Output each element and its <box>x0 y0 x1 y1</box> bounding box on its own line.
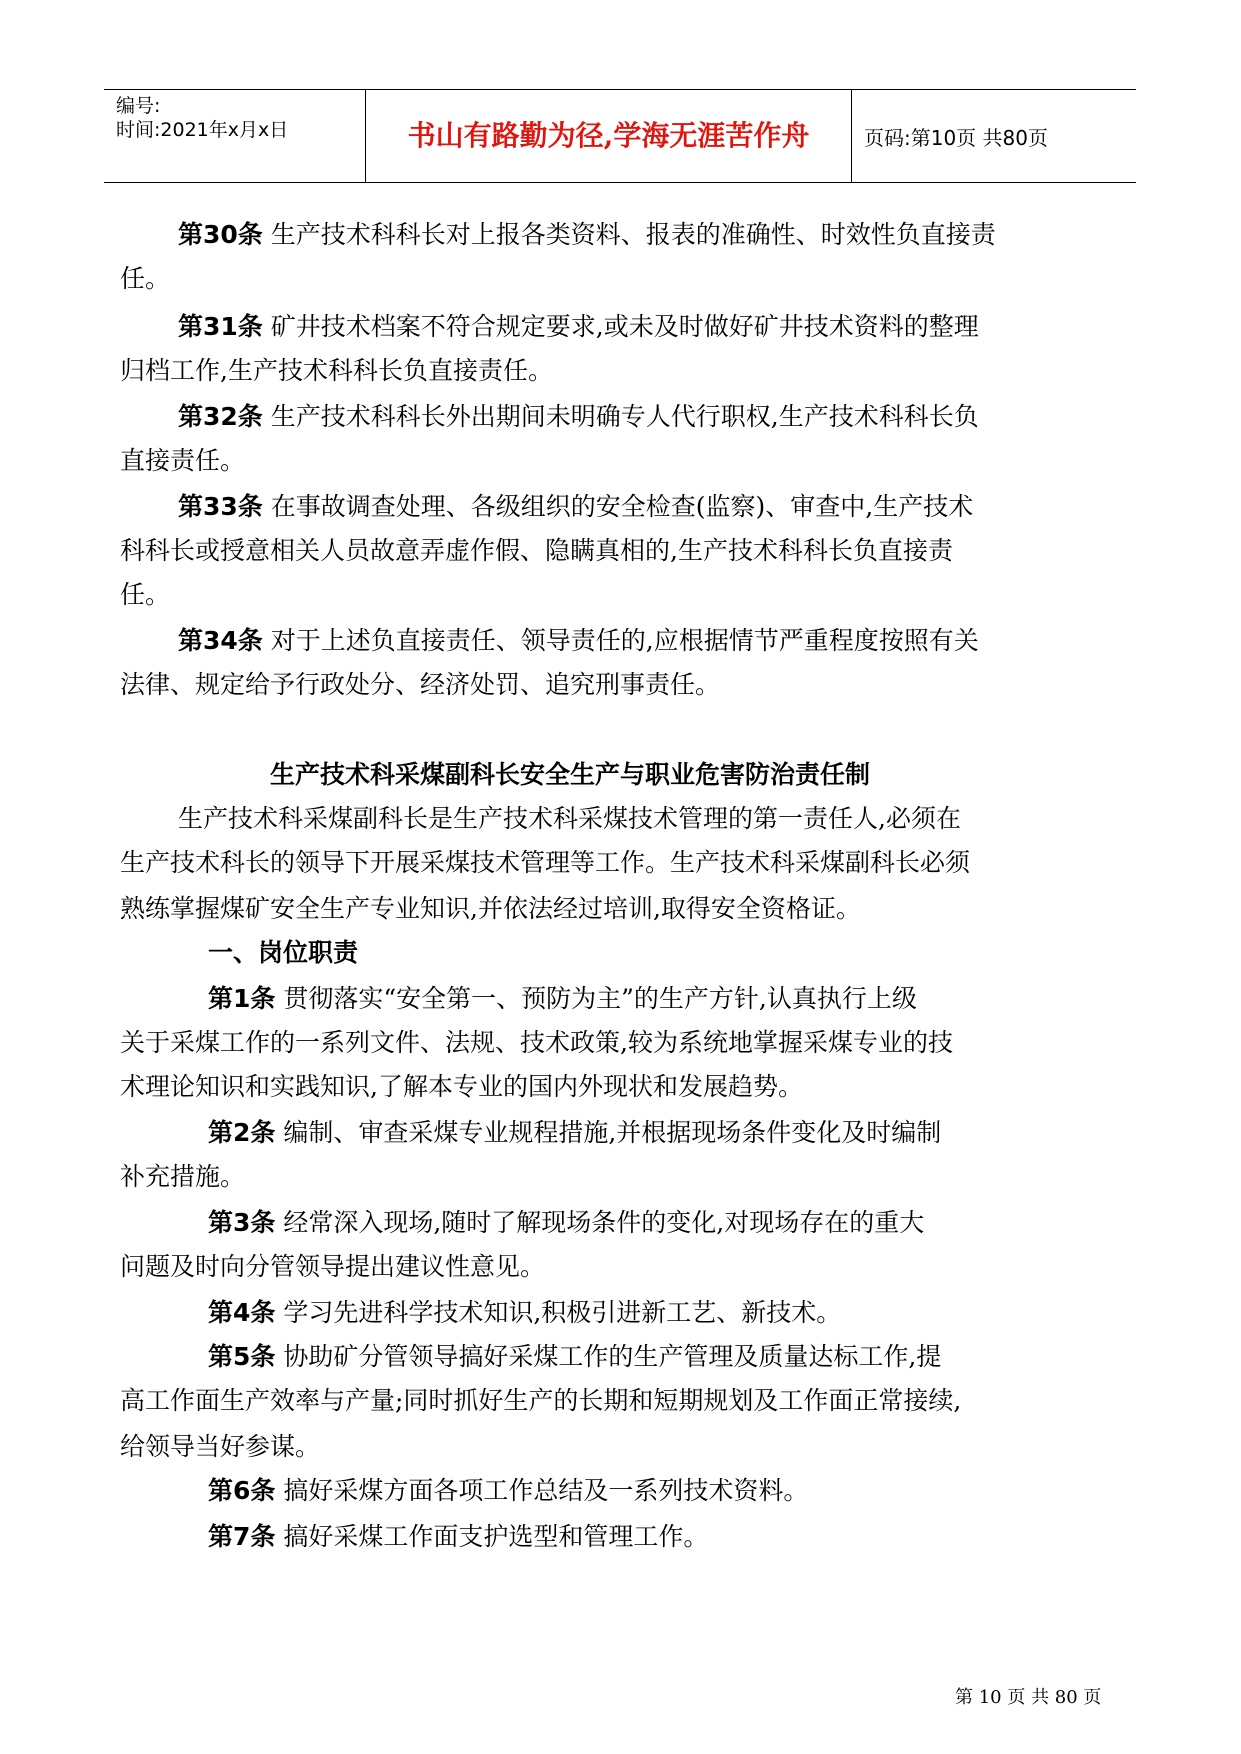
text-line <box>120 1154 245 1200</box>
header-page-cell <box>852 90 1136 182</box>
text-line <box>208 1334 941 1380</box>
text-line <box>208 1110 941 1156</box>
text-line <box>120 256 170 302</box>
text-line <box>120 840 970 886</box>
article-text: 归档工作,生产技术科科长负直接责任。 <box>120 356 553 385</box>
article-text: 搞好采煤工作面支护选型和管理工作。 <box>275 1522 709 1551</box>
text-line <box>178 304 979 350</box>
article-text: 生产技术科科长外出期间未明确专人代行职权,生产技术科科长负 <box>262 402 979 431</box>
article-number: 第2条 <box>208 1118 276 1147</box>
text-line <box>120 1020 953 1066</box>
article-number: 第5条 <box>208 1342 276 1371</box>
text-line <box>120 438 245 484</box>
article-text: 贯彻落实“安全第一、预防为主”的生产方针,认真执行上级 <box>275 984 917 1013</box>
article-text: 经常深入现场,随时了解现场条件的变化,对现场存在的重大 <box>275 1208 925 1237</box>
article-number: 第1条 <box>208 984 276 1013</box>
article-text: 问题及时向分管领导提出建议性意见。 <box>120 1252 546 1281</box>
article-text: 法律、规定给予行政处分、经济处罚、追究刑事责任。 <box>120 670 721 699</box>
document-number-label: 编号: <box>116 95 161 117</box>
article-number: 第4条 <box>208 1298 276 1327</box>
page-header <box>104 89 1136 183</box>
section-title: 生产技术科采煤副科长安全生产与职业危害防治责任制 <box>270 760 871 789</box>
article-text: 关于采煤工作的一系列文件、法规、技术政策,较为系统地掌握采煤专业的技 <box>120 1028 953 1057</box>
text-line <box>208 930 358 976</box>
article-number: 第33条 <box>178 492 263 521</box>
text-line <box>208 1200 924 1246</box>
article-text: 对于上述负直接责任、领导责任的,应根据情节严重程度按照有关 <box>262 626 979 655</box>
page-footer: 第 10 页 共 80 页 <box>955 1687 1102 1708</box>
article-text: 编制、审查采煤专业规程措施,并根据现场条件变化及时编制 <box>275 1118 942 1147</box>
article-number: 第34条 <box>178 626 263 655</box>
article-text: 高工作面生产效率与产量;同时抓好生产的长期和短期规划及工作面正常接续, <box>120 1386 962 1415</box>
article-number: 第31条 <box>178 312 263 341</box>
header-meta-cell <box>104 90 366 182</box>
text-line <box>120 528 953 574</box>
document-time-label: 时间:2021年x月x日 <box>116 119 289 141</box>
article-text: 给领导当好参谋。 <box>120 1432 321 1461</box>
paragraph-text: 熟练掌握煤矿安全生产专业知识,并依法经过培训,取得安全资格证。 <box>120 894 861 923</box>
text-line <box>120 348 553 394</box>
article-number: 第6条 <box>208 1476 276 1505</box>
article-text: 搞好采煤方面各项工作总结及一系列技术资料。 <box>275 1476 809 1505</box>
text-line <box>178 484 973 530</box>
text-line <box>208 976 917 1022</box>
article-number: 第32条 <box>178 402 263 431</box>
article-text: 矿井技术档案不符合规定要求,或未及时做好矿井技术资料的整理 <box>262 312 979 341</box>
text-line <box>178 618 979 664</box>
text-line <box>120 1424 320 1470</box>
article-text: 任。 <box>120 264 171 293</box>
subsection-heading: 一、岗位职责 <box>208 938 359 967</box>
article-text: 在事故调查处理、各级组织的安全检查(监察)、审查中,生产技术 <box>262 492 974 521</box>
text-line <box>120 1064 803 1110</box>
article-text: 术理论知识和实践知识,了解本专业的国内外现状和发展趋势。 <box>120 1072 803 1101</box>
article-text: 协助矿分管领导搞好采煤工作的生产管理及质量达标工作,提 <box>275 1342 942 1371</box>
article-text: 任。 <box>120 580 171 609</box>
article-number: 第30条 <box>178 220 263 249</box>
article-text: 学习先进科学技术知识,积极引进新工艺、新技术。 <box>275 1298 842 1327</box>
article-text: 科科长或授意相关人员故意弄虚作假、隐瞒真相的,生产技术科科长负直接责 <box>120 536 953 565</box>
article-text: 补充措施。 <box>120 1162 246 1191</box>
article-number: 第3条 <box>208 1208 276 1237</box>
text-line <box>208 1468 808 1514</box>
header-page-info: 页码:第10页 共80页 <box>864 126 1048 150</box>
text-line <box>178 796 961 842</box>
text-line <box>120 886 861 932</box>
text-line <box>120 1378 961 1424</box>
text-line <box>178 394 979 440</box>
article-text: 生产技术科科长对上报各类资料、报表的准确性、时效性负直接责 <box>262 220 996 249</box>
paragraph-text: 生产技术科长的领导下开展采煤技术管理等工作。生产技术科采煤副科长必须 <box>120 848 971 877</box>
header-motto-cell <box>366 90 852 182</box>
article-text: 直接责任。 <box>120 446 246 475</box>
text-line <box>208 1514 708 1560</box>
text-line <box>120 662 720 708</box>
article-number: 第7条 <box>208 1522 276 1551</box>
paragraph-text: 生产技术科采煤副科长是生产技术科采煤技术管理的第一责任人,必须在 <box>178 804 961 833</box>
header-motto: 书山有路勤为径,学海无涯苦作舟 <box>407 119 810 152</box>
text-line <box>178 212 996 258</box>
text-line <box>120 1244 545 1290</box>
text-line <box>208 1290 841 1336</box>
text-line <box>120 572 170 618</box>
